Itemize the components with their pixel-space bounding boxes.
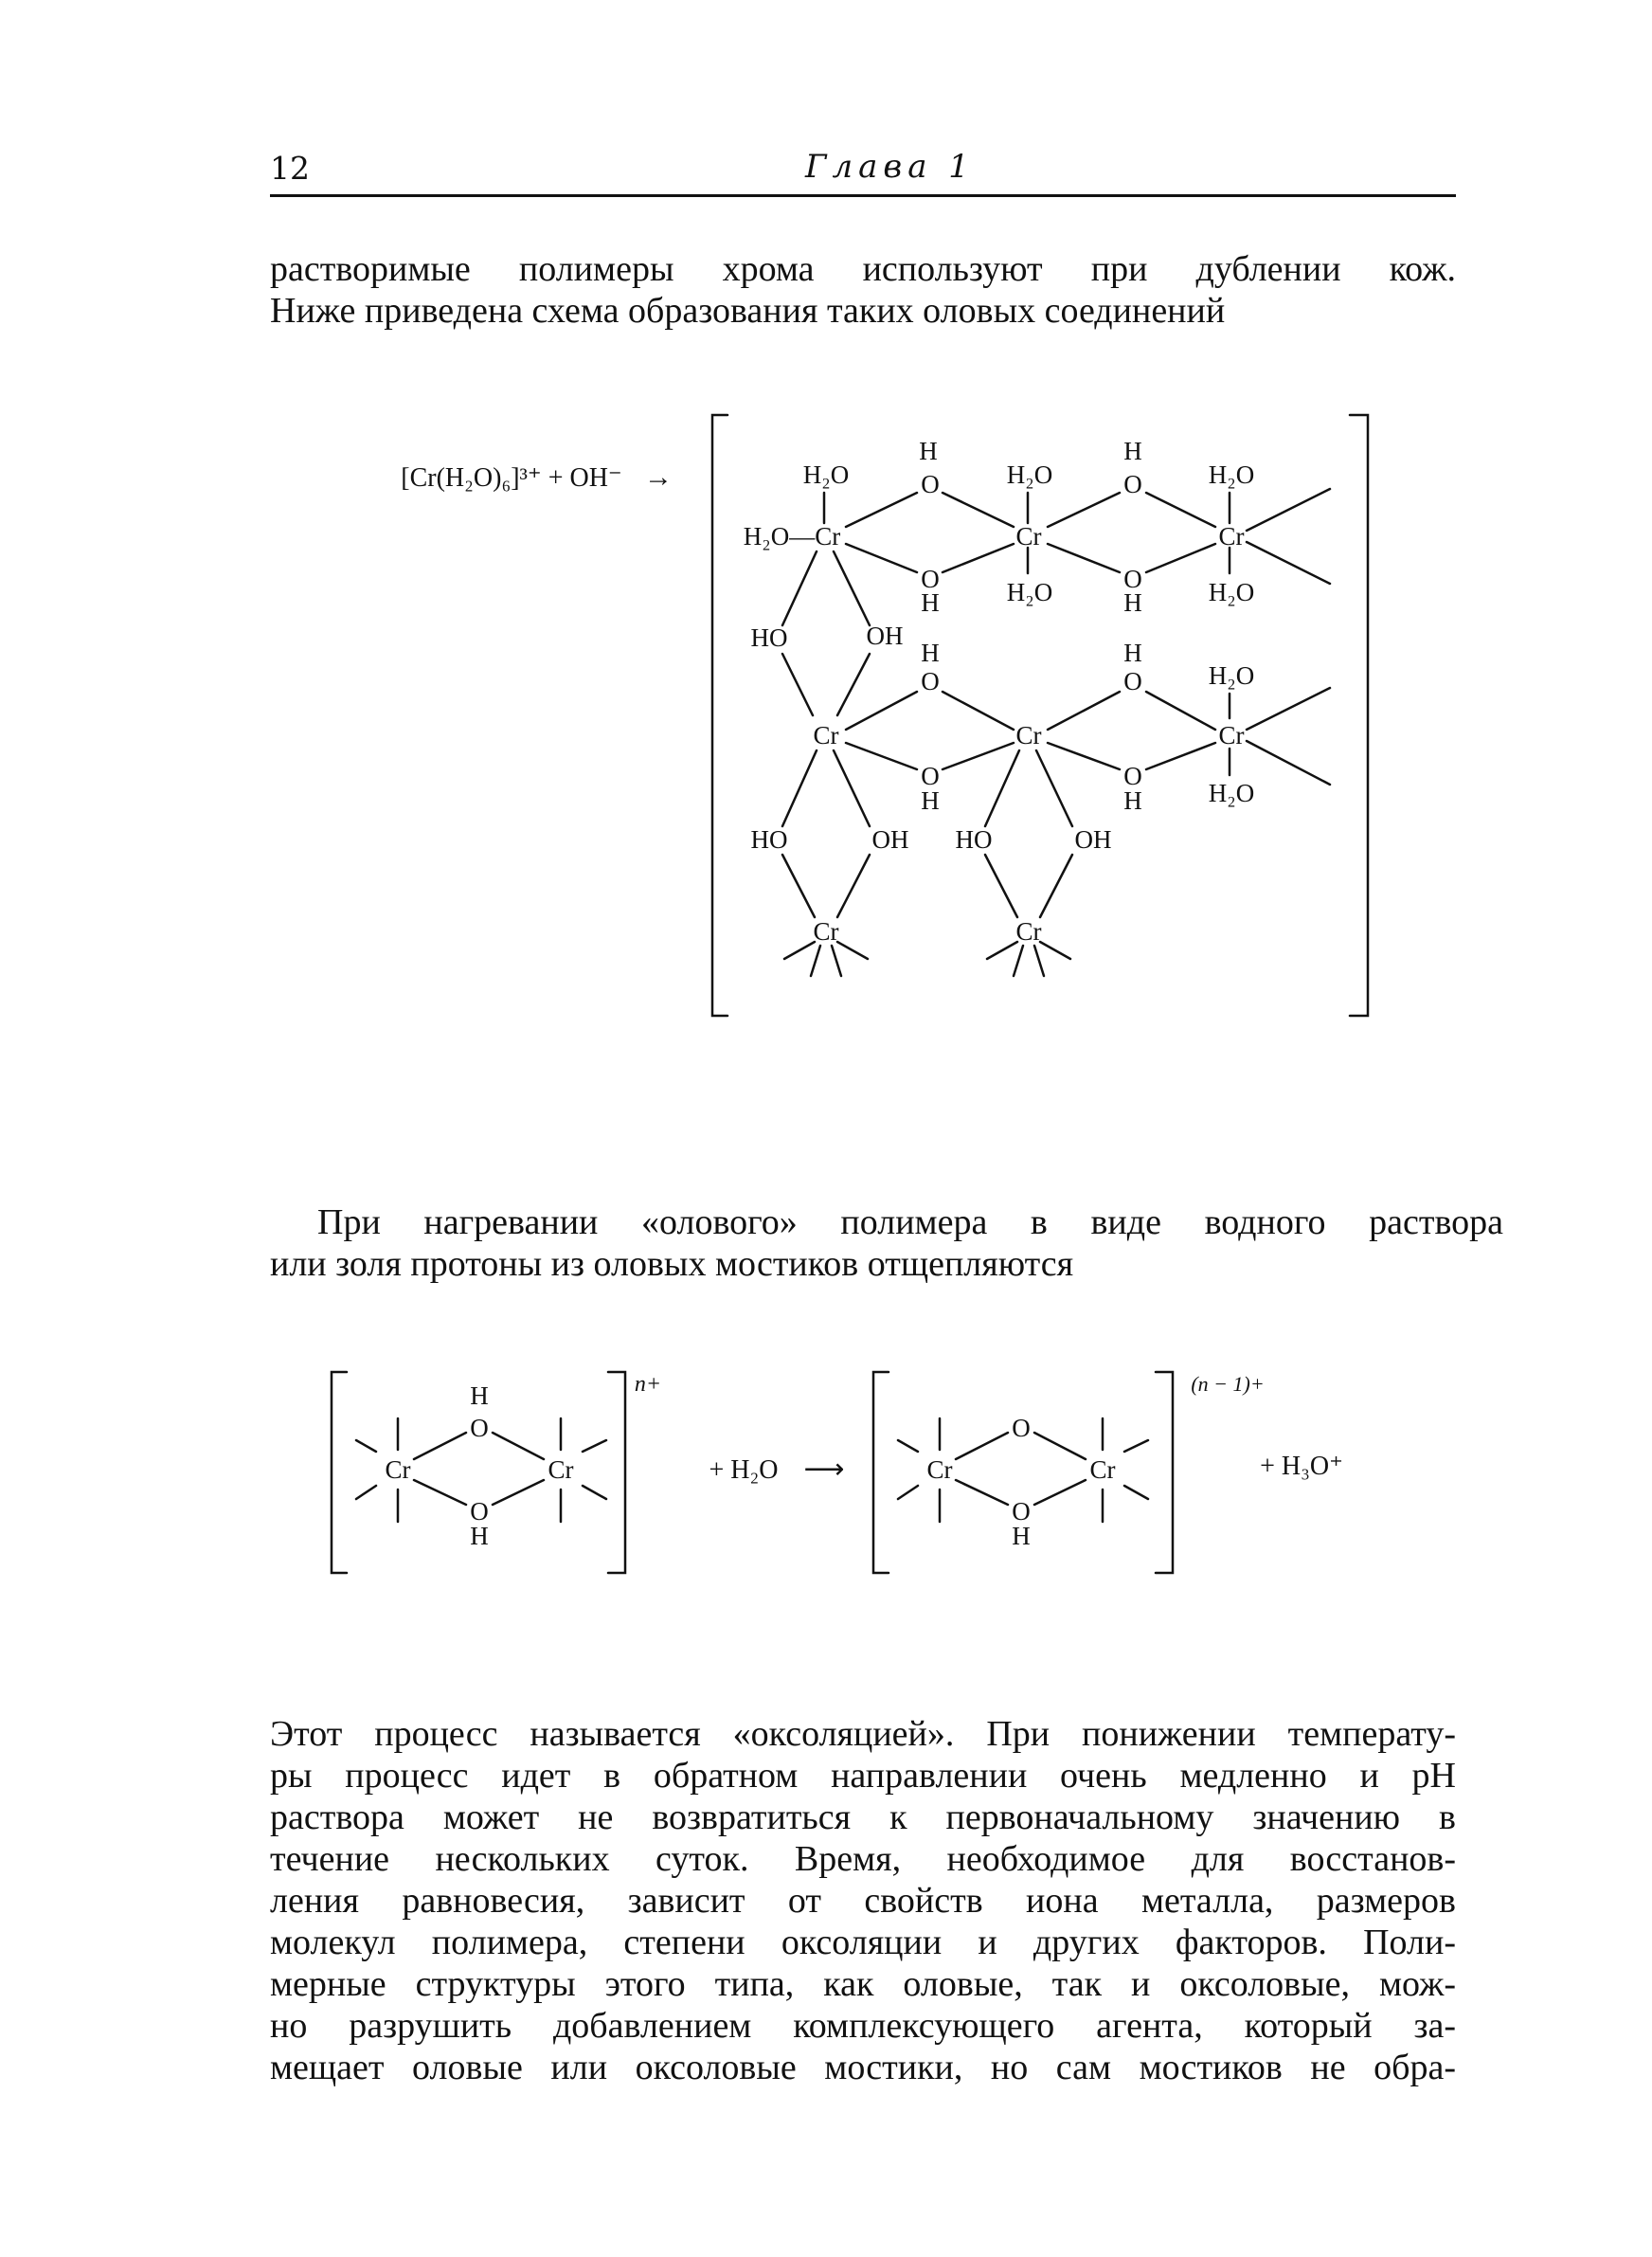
bridge-o: O bbox=[1012, 1497, 1031, 1526]
bracket-right bbox=[1350, 415, 1368, 1016]
ligand-oh: OH bbox=[871, 825, 909, 854]
ligand-ho: HO bbox=[750, 825, 788, 854]
bridge-h: H bbox=[1123, 639, 1142, 667]
bridge-o: O bbox=[1012, 1414, 1031, 1442]
ligand-h2o: H₂O bbox=[1006, 578, 1053, 606]
ligand-h2o: H₂O bbox=[1208, 578, 1255, 606]
ligand-ho: HO bbox=[955, 825, 993, 854]
bridge-h: H bbox=[921, 588, 940, 617]
chromium-atom: Cr bbox=[548, 1455, 574, 1484]
paragraph-oxolation bbox=[270, 1713, 1456, 2088]
chromium-atom: Cr bbox=[1015, 721, 1042, 749]
bridge-h: H bbox=[470, 1522, 489, 1550]
text-line: растворимые полимеры хрома используют при дублении кож. bbox=[270, 249, 1456, 289]
bridge-o: O bbox=[921, 762, 940, 790]
bridge-o: O bbox=[921, 565, 940, 593]
text-line: или золя протоны из оловых мостиков отщепляются bbox=[270, 1244, 1074, 1284]
bridge-o: O bbox=[470, 1414, 489, 1442]
ligand-ho: HO bbox=[750, 623, 788, 652]
bridge-h: H bbox=[921, 639, 940, 667]
chromium-atom: Cr bbox=[1015, 522, 1042, 551]
bridge-h: H bbox=[1123, 437, 1142, 465]
chromium-atom: Cr bbox=[1218, 522, 1245, 551]
bridge-o: O bbox=[1123, 470, 1142, 498]
text-line: Этот процесс называется «оксоляцией». При понижении температу- bbox=[270, 1714, 1456, 1754]
chromium-atom: Cr bbox=[926, 1455, 953, 1484]
chromium-atom: Cr bbox=[1015, 917, 1042, 946]
text-line: Ниже приведена схема образования таких оловых соединений bbox=[270, 291, 1226, 331]
bridge-h: H bbox=[1123, 786, 1142, 815]
text-line: но разрушить добавлением комплексующего агента, который за- bbox=[270, 2006, 1456, 2046]
bridge-o: O bbox=[1123, 762, 1142, 790]
text-line: ры процесс идет в обратном направлении очень медленно и pH bbox=[270, 1756, 1456, 1796]
chromium-atom: Cr bbox=[1089, 1455, 1116, 1484]
plus-water: + H₂O bbox=[709, 1455, 779, 1485]
ligand-h2o: H₂O bbox=[802, 460, 850, 489]
bridge-h: H bbox=[921, 786, 940, 815]
bridge-o: O bbox=[470, 1497, 489, 1526]
bracket-left bbox=[873, 1372, 889, 1573]
bridge-h: H bbox=[470, 1381, 489, 1410]
text-line: мерные структуры этого типа, как оловые, так и оксоловые, мож- bbox=[270, 1964, 1456, 2004]
text-line: При нагревании «олового» полимера в виде водного раствора bbox=[317, 1202, 1503, 1242]
reaction-arrow: ⟶ bbox=[803, 1454, 845, 1485]
text-line: молекул полимера, степени оксоляции и других факторов. Поли- bbox=[270, 1923, 1456, 1962]
chromium-atom: Cr bbox=[813, 917, 839, 946]
page-number: 12 bbox=[270, 150, 310, 187]
ligand-oh: OH bbox=[866, 622, 904, 650]
bracket-left bbox=[712, 415, 727, 1016]
ligand-oh: OH bbox=[1074, 825, 1112, 854]
chromium-atom: Cr bbox=[1218, 721, 1245, 749]
chromium-atom: Cr bbox=[385, 1455, 411, 1484]
text-line: течение нескольких суток. Время, необходимое для восстанов- bbox=[270, 1839, 1456, 1879]
bridge-o: O bbox=[1123, 667, 1142, 695]
bridge-h: H bbox=[1123, 588, 1142, 617]
ligand-h2o: H₂O bbox=[1208, 460, 1255, 489]
text-line: мещает оловые или оксоловые мостики, но сам мостиков не обра- bbox=[270, 2048, 1456, 2087]
chapter-title: Глава 1 bbox=[805, 148, 975, 186]
charge-label: (n − 1)+ bbox=[1191, 1372, 1265, 1396]
bracket-right bbox=[608, 1372, 625, 1573]
bracket-left bbox=[332, 1372, 347, 1573]
ligand-h2o: H₂O bbox=[1208, 779, 1255, 807]
bridge-h: H bbox=[1012, 1522, 1031, 1550]
bridge-h: H bbox=[919, 437, 938, 465]
bracket-right bbox=[1156, 1372, 1173, 1573]
bridge-o: O bbox=[921, 667, 940, 695]
plus-hydronium: + H₃O⁺ bbox=[1260, 1452, 1343, 1481]
charge-label: n+ bbox=[634, 1372, 662, 1397]
bridge-o: O bbox=[1123, 565, 1142, 593]
chromium-atom: Cr bbox=[813, 721, 839, 749]
text-line: ления равновесия, зависит от свойств иона металла, размеров bbox=[270, 1881, 1456, 1921]
bridge-o: O bbox=[921, 470, 940, 498]
ligand-h2o-cr: H₂O—Cr bbox=[743, 522, 841, 551]
ligand-h2o: H₂O bbox=[1006, 460, 1053, 489]
ligand-h2o: H₂O bbox=[1208, 661, 1255, 690]
paragraph-heating bbox=[270, 1201, 1503, 1285]
text-line: раствора может не возвратиться к первоначальному значению в bbox=[270, 1797, 1456, 1837]
reaction-arrow: → bbox=[644, 461, 673, 493]
reactant-formula: [Cr(H₂O)₆]³⁺ + OH⁻ bbox=[401, 463, 622, 493]
